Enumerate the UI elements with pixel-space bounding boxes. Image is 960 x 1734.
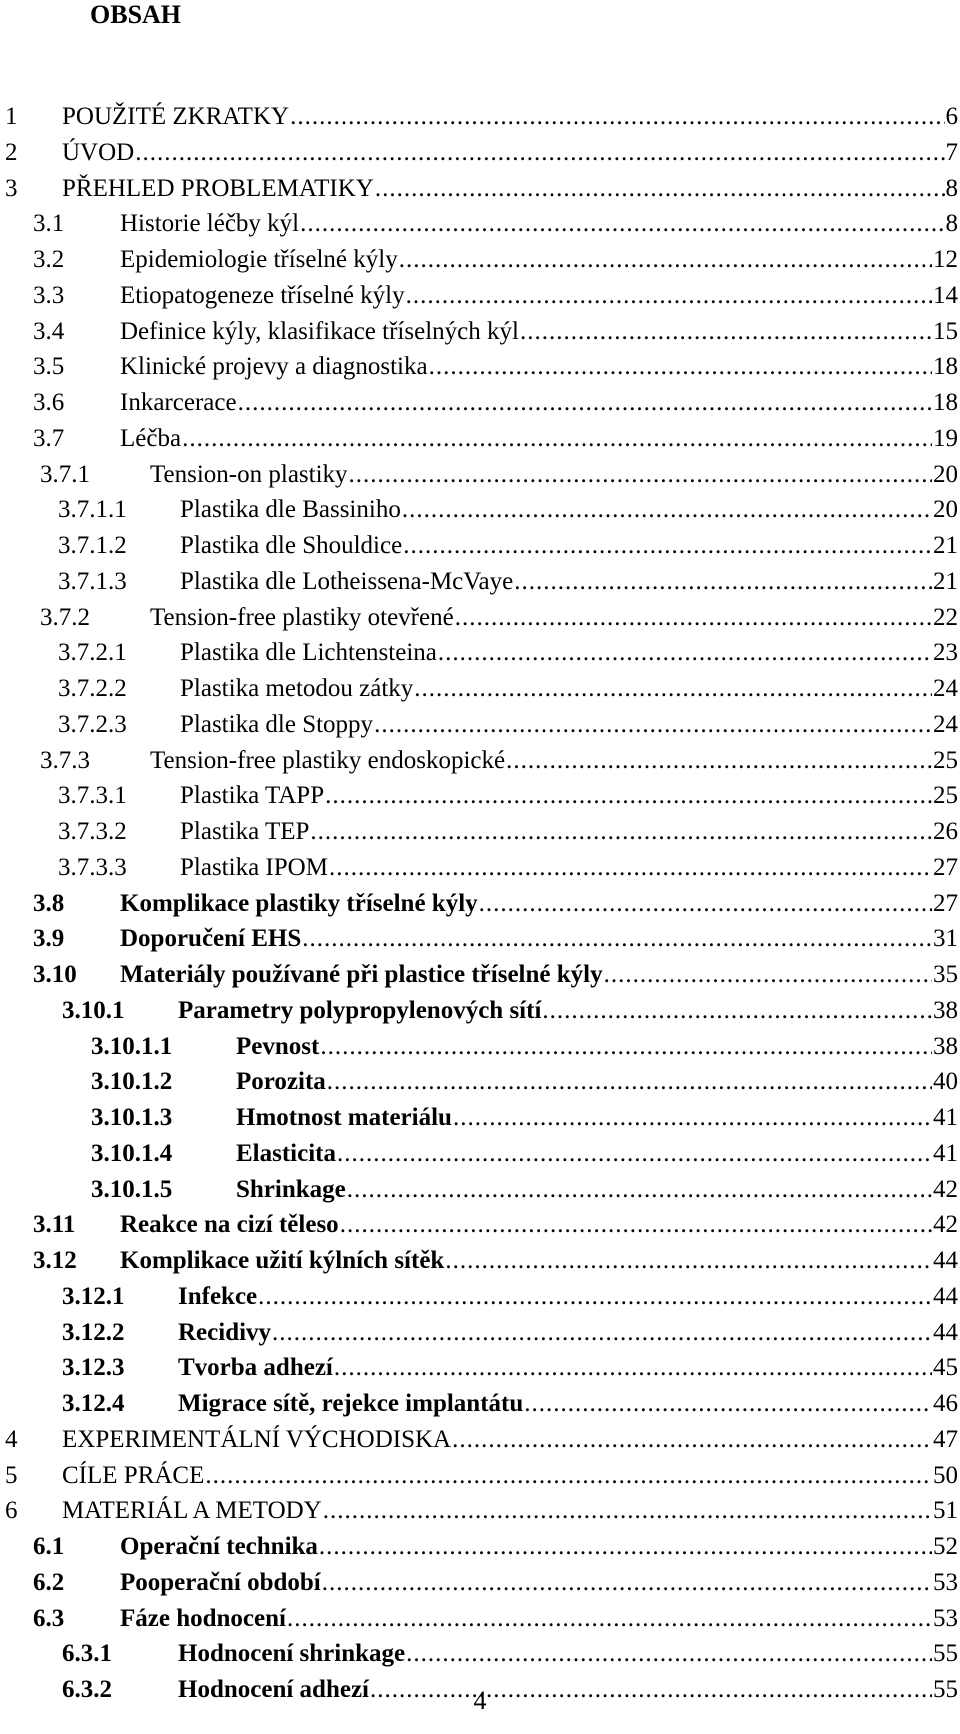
toc-entry[interactable]: [0, 349, 960, 385]
toc-entry-page: 42: [933, 1211, 958, 1239]
toc-entry-number: 3.8: [33, 889, 65, 917]
toc-entry-number: 3.7: [33, 424, 65, 452]
toc-entry[interactable]: [0, 635, 960, 671]
dot-leader: [322, 1565, 932, 1601]
toc-entry-number: 3.1: [33, 210, 65, 238]
toc-entry[interactable]: [0, 492, 960, 528]
toc-entry-body: [178, 1350, 958, 1386]
toc-entry[interactable]: [0, 1279, 960, 1315]
toc-entry-page: 20: [933, 496, 958, 524]
toc-entry-body: [180, 707, 958, 743]
dot-leader: [604, 957, 932, 993]
toc-entry-title: Tension-on plastiky: [150, 460, 348, 488]
toc-entry-number: 3.10: [33, 961, 77, 988]
toc-entry-number: 3.3: [33, 281, 65, 309]
toc-entry-number: 6: [5, 1497, 18, 1525]
toc-entry-body: [120, 385, 958, 421]
toc-entry-number: 3.7.3: [40, 746, 90, 774]
toc-entry-page: 44: [933, 1247, 958, 1274]
toc-entry-number: 6.3: [33, 1604, 65, 1632]
toc-entry[interactable]: [0, 778, 960, 814]
toc-entry[interactable]: [0, 242, 960, 278]
dot-leader: [238, 385, 932, 421]
toc-entry-title: EXPERIMENTÁLNÍ VÝCHODISKA: [62, 1425, 452, 1453]
dot-leader: [337, 1136, 932, 1172]
toc-entry-page: 47: [933, 1425, 958, 1453]
toc-entry-title: Parametry polypropylenových sítí: [178, 996, 542, 1024]
toc-entry-page: 38: [933, 1032, 958, 1060]
toc-entry-number: 3.7.2.1: [58, 639, 127, 667]
dot-leader: [445, 1243, 932, 1279]
toc-entry-body: [178, 1636, 958, 1672]
toc-entry[interactable]: [0, 1601, 960, 1637]
dot-leader: [414, 671, 932, 707]
toc-entry[interactable]: [0, 314, 960, 350]
toc-entry-body: [120, 921, 958, 957]
dot-leader: [429, 349, 932, 385]
toc-entry-page: 21: [933, 567, 958, 595]
toc-entry[interactable]: [0, 1422, 960, 1458]
toc-entry-number: 6.3.2: [62, 1676, 112, 1703]
toc-entry-body: [180, 671, 958, 707]
toc-entry-number: 3.2: [33, 246, 65, 273]
toc-entry-number: 3.12: [33, 1247, 77, 1274]
toc-entry-page: 6: [945, 103, 958, 130]
toc-entry-number: 3.12.2: [62, 1318, 125, 1346]
toc-entry-title: Shrinkage: [236, 1175, 346, 1203]
toc-entry-page: 40: [933, 1068, 958, 1096]
toc-entry-body: [62, 171, 958, 207]
toc-entry-page: 19: [933, 424, 958, 452]
toc-entry[interactable]: [0, 564, 960, 600]
dot-leader: [300, 206, 944, 242]
toc-entry-title: Plastika metodou zátky: [180, 675, 414, 702]
toc-entry-body: [178, 1315, 958, 1351]
dot-leader: [406, 1636, 932, 1672]
toc-entry-body: [236, 1100, 958, 1136]
toc-entry-body: [120, 242, 958, 278]
toc-entry-title: Tension-free plastiky otevřené: [150, 603, 454, 631]
toc-entry-title: Plastika dle Bassiniho: [180, 496, 401, 524]
toc-entry-page: 53: [933, 1604, 958, 1632]
toc-entry[interactable]: [0, 743, 960, 779]
toc-entry-body: [236, 1172, 958, 1208]
toc-entry-page: 23: [933, 639, 958, 667]
toc-entry-body: [62, 99, 958, 135]
dot-leader: [406, 278, 932, 314]
toc-entry-title: Elasticita: [236, 1139, 336, 1167]
toc-entry-page: 18: [933, 353, 958, 381]
dot-leader: [327, 1064, 932, 1100]
toc-entry-body: [178, 993, 958, 1029]
toc-entry-page: 27: [933, 889, 958, 917]
dot-leader: [375, 171, 945, 207]
toc-entry-page: 51: [933, 1497, 958, 1525]
toc-entry-number: 3.10.1.4: [91, 1139, 173, 1167]
dot-leader: [514, 564, 932, 600]
toc-entry-title: ÚVOD: [62, 138, 135, 166]
toc-entry-title: Hmotnost materiálu: [236, 1104, 452, 1131]
dot-leader: [319, 1529, 932, 1565]
toc-entry-title: POUŽITÉ ZKRATKY: [62, 103, 290, 130]
toc-entry-page: 25: [933, 746, 958, 774]
toc-entry-title: Etiopatogeneze tříselné kýly: [120, 281, 405, 309]
toc-entry-page: 46: [933, 1390, 958, 1417]
toc-entry-body: [236, 1029, 958, 1065]
toc-entry-title: Tension-free plastiky endoskopické: [150, 746, 506, 774]
toc-entry-number: 3.7.1.3: [58, 567, 127, 595]
toc-entry-number: 3: [5, 174, 18, 202]
dot-leader: [320, 1029, 932, 1065]
toc-entry[interactable]: [0, 1136, 960, 1172]
toc-entry-body: [178, 1279, 958, 1315]
table-of-contents: [0, 99, 960, 1708]
dot-leader: [182, 421, 932, 457]
toc-entry-title: Definice kýly, klasifikace tříselných kýl: [120, 317, 519, 345]
toc-entry-body: [120, 1565, 958, 1601]
dot-leader: [205, 1458, 932, 1494]
toc-entry-page: 8: [945, 210, 958, 238]
toc-entry-body: [62, 1493, 958, 1529]
dot-leader: [135, 135, 944, 171]
toc-entry-number: 4: [5, 1425, 18, 1453]
toc-entry[interactable]: [0, 1029, 960, 1065]
toc-entry-body: [180, 528, 958, 564]
toc-entry-body: [236, 1064, 958, 1100]
toc-entry-page: 53: [933, 1568, 958, 1596]
toc-entry-page: 15: [933, 317, 958, 345]
toc-entry-page: 41: [933, 1139, 958, 1167]
toc-entry-body: [120, 1601, 958, 1637]
toc-entry-body: [150, 600, 958, 636]
toc-entry[interactable]: [0, 1350, 960, 1386]
toc-entry-number: 3.10.1: [62, 996, 125, 1024]
toc-entry-body: [180, 778, 958, 814]
dot-leader: [323, 1493, 932, 1529]
toc-entry-number: 1: [5, 103, 18, 130]
toc-entry-title: Klinické projevy a diagnostika: [120, 353, 428, 381]
dot-leader: [258, 1279, 932, 1315]
toc-entry-title: Plastika IPOM: [180, 853, 328, 881]
toc-entry-body: [62, 1458, 958, 1494]
toc-entry[interactable]: [0, 528, 960, 564]
toc-entry-body: [180, 850, 958, 886]
toc-entry-title: Hodnocení adhezí: [178, 1676, 369, 1703]
toc-entry-title: Plastika TEP: [180, 818, 310, 845]
toc-entry-number: 3.12.4: [62, 1390, 125, 1417]
toc-entry-body: [150, 457, 958, 493]
toc-entry-title: Inkarcerace: [120, 389, 237, 416]
toc-entry-title: Plastika dle Stoppy: [180, 710, 374, 738]
toc-entry-title: CÍLE PRÁCE: [62, 1461, 205, 1489]
toc-entry-page: 44: [933, 1318, 958, 1346]
dot-leader: [524, 1386, 932, 1422]
toc-entry[interactable]: [0, 457, 960, 493]
toc-entry-title: Reakce na cizí těleso: [120, 1211, 339, 1239]
toc-entry-page: 41: [933, 1104, 958, 1131]
toc-entry[interactable]: [0, 385, 960, 421]
toc-entry-body: [150, 743, 958, 779]
toc-entry-title: Pevnost: [236, 1032, 320, 1060]
toc-entry-number: 6.3.1: [62, 1640, 112, 1668]
dot-leader: [340, 1207, 932, 1243]
dot-leader: [272, 1315, 932, 1351]
toc-entry[interactable]: [0, 1100, 960, 1136]
toc-entry-page: 14: [933, 281, 958, 309]
toc-entry-number: 3.5: [33, 353, 65, 381]
dot-leader: [453, 1100, 932, 1136]
toc-entry-page: 21: [933, 532, 958, 559]
toc-entry-title: Komplikace užití kýlních sítěk: [120, 1247, 445, 1274]
toc-entry-title: Doporučení EHS: [120, 925, 302, 953]
toc-entry-number: 3.7.3.2: [58, 818, 127, 845]
toc-entry-title: Operační technika: [120, 1533, 318, 1560]
toc-entry-body: [120, 1243, 958, 1279]
toc-entry-title: Migrace sítě, rejekce implantátu: [178, 1390, 524, 1417]
toc-entry-number: 3.7.3.3: [58, 853, 127, 881]
toc-entry-title: Historie léčby kýl: [120, 210, 300, 238]
dot-leader: [520, 314, 932, 350]
toc-entry[interactable]: [0, 993, 960, 1029]
toc-entry[interactable]: [0, 421, 960, 457]
toc-entry-body: [120, 886, 958, 922]
toc-entry-number: 3.7.1: [40, 460, 90, 488]
toc-entry[interactable]: [0, 957, 960, 993]
toc-entry-page: 55: [933, 1676, 958, 1703]
toc-entry[interactable]: [0, 135, 960, 171]
dot-leader: [452, 1422, 932, 1458]
toc-entry-page: 44: [933, 1282, 958, 1310]
toc-entry-title: Plastika dle Lotheissena-McVaye: [180, 567, 514, 595]
toc-entry-body: [180, 492, 958, 528]
toc-entry[interactable]: [0, 921, 960, 957]
dot-leader: [347, 1172, 932, 1208]
toc-entry-number: 3.7.1.1: [58, 496, 127, 524]
toc-entry-page: 50: [933, 1461, 958, 1489]
toc-entry[interactable]: [0, 1493, 960, 1529]
dot-leader: [302, 921, 932, 957]
dot-leader: [402, 492, 932, 528]
toc-entry-title: Recidivy: [178, 1318, 272, 1346]
toc-entry-title: Tvorba adhezí: [178, 1354, 333, 1382]
toc-entry-title: Pooperační období: [120, 1568, 321, 1596]
toc-entry-number: 3.9: [33, 925, 65, 953]
toc-entry-body: [120, 421, 958, 457]
toc-entry-number: 3.11: [33, 1211, 76, 1239]
dot-leader: [542, 993, 932, 1029]
toc-entry-body: [120, 278, 958, 314]
toc-entry-number: 3.7.2.3: [58, 710, 127, 738]
toc-entry-title: Hodnocení shrinkage: [178, 1640, 406, 1668]
toc-entry[interactable]: [0, 707, 960, 743]
toc-entry[interactable]: [0, 1529, 960, 1565]
toc-entry-number: 6.1: [33, 1533, 65, 1560]
dot-leader: [374, 707, 932, 743]
toc-entry-number: 3.12.1: [62, 1282, 125, 1310]
toc-entry[interactable]: [0, 1064, 960, 1100]
toc-entry-title: Plastika dle Shouldice: [180, 532, 403, 559]
toc-entry-number: 3.7.2: [40, 603, 90, 631]
toc-entry[interactable]: [0, 206, 960, 242]
toc-entry-body: [180, 564, 958, 600]
toc-entry[interactable]: [0, 1636, 960, 1672]
toc-entry-page: 55: [933, 1640, 958, 1668]
toc-entry-title: Materiály používané při plastice tříselné kýly: [120, 961, 603, 988]
toc-entry[interactable]: [0, 1458, 960, 1494]
toc-entry-number: 3.10.1.1: [91, 1032, 173, 1060]
dot-leader: [349, 457, 932, 493]
toc-entry-title: Plastika dle Lichtensteina: [180, 639, 437, 667]
toc-entry-number: 6.2: [33, 1568, 65, 1596]
toc-entry-title: Komplikace plastiky tříselné kýly: [120, 889, 478, 917]
toc-entry-page: 20: [933, 460, 958, 488]
toc-entry-title: Plastika TAPP: [180, 782, 325, 810]
toc-entry[interactable]: [0, 278, 960, 314]
toc-entry-number: 3.10.1.3: [91, 1104, 173, 1131]
toc-entry[interactable]: [0, 1565, 960, 1601]
dot-leader: [334, 1350, 932, 1386]
toc-entry[interactable]: [0, 1386, 960, 1422]
toc-entry-body: [178, 1386, 958, 1422]
toc-entry-body: [62, 135, 958, 171]
toc-entry-page: 7: [945, 138, 958, 166]
toc-entry-body: [236, 1136, 958, 1172]
toc-entry-number: 2: [5, 138, 18, 166]
toc-entry-page: 42: [933, 1175, 958, 1203]
toc-entry-page: 52: [933, 1533, 958, 1560]
toc-entry[interactable]: [0, 1207, 960, 1243]
toc-entry-page: 18: [933, 389, 958, 416]
toc-entry[interactable]: [0, 671, 960, 707]
toc-entry[interactable]: [0, 1243, 960, 1279]
toc-entry-title: Léčba: [120, 424, 182, 452]
toc-entry-page: 8: [945, 174, 958, 202]
toc-entry-number: 3.7.2.2: [58, 675, 127, 702]
toc-entry-page: 35: [933, 961, 958, 988]
toc-heading: OBSAH: [90, 0, 182, 29]
toc-entry-page: 31: [933, 925, 958, 953]
toc-entry-title: Porozita: [236, 1068, 326, 1096]
toc-entry-number: 5: [5, 1461, 18, 1489]
dot-leader: [325, 778, 932, 814]
toc-entry-title: Epidemiologie tříselné kýly: [120, 246, 398, 273]
toc-entry-body: [120, 206, 958, 242]
toc-entry[interactable]: [0, 1315, 960, 1351]
toc-entry-body: [120, 1207, 958, 1243]
toc-entry-page: 24: [933, 710, 958, 738]
toc-entry-number: 3.10.1.5: [91, 1175, 173, 1203]
dot-leader: [479, 886, 932, 922]
toc-entry-body: [120, 957, 958, 993]
toc-entry-body: [180, 635, 958, 671]
toc-entry-page: 38: [933, 996, 958, 1024]
toc-entry-body: [62, 1422, 958, 1458]
toc-entry-page: 27: [933, 853, 958, 881]
dot-leader: [287, 1601, 932, 1637]
toc-entry-page: 24: [933, 675, 958, 702]
toc-entry[interactable]: [0, 850, 960, 886]
toc-entry-number: 3.6: [33, 389, 65, 416]
dot-leader: [310, 814, 932, 850]
toc-entry-title: Fáze hodnocení: [120, 1604, 286, 1632]
toc-entry[interactable]: [0, 99, 960, 135]
toc-entry-number: 3.10.1.2: [91, 1068, 173, 1096]
toc-entry[interactable]: [0, 1172, 960, 1208]
dot-leader: [329, 850, 932, 886]
toc-entry[interactable]: [0, 171, 960, 207]
toc-entry-number: 3.4: [33, 317, 65, 345]
dot-leader: [399, 242, 932, 278]
toc-entry-page: 45: [933, 1354, 958, 1382]
toc-entry[interactable]: [0, 814, 960, 850]
toc-entry-number: 3.7.1.2: [58, 532, 127, 559]
toc-entry[interactable]: [0, 886, 960, 922]
toc-entry-page: 12: [933, 246, 958, 273]
toc-entry-page: 26: [933, 818, 958, 845]
dot-leader: [455, 600, 932, 636]
dot-leader: [438, 635, 932, 671]
dot-leader: [403, 528, 932, 564]
toc-entry-number: 3.7.3.1: [58, 782, 127, 810]
dot-leader: [506, 743, 932, 779]
toc-entry-number: 3.12.3: [62, 1354, 125, 1382]
toc-entry-title: PŘEHLED PROBLEMATIKY: [62, 174, 374, 202]
toc-entry-title: Infekce: [178, 1282, 258, 1310]
toc-entry-body: [120, 314, 958, 350]
toc-entry-body: [180, 814, 958, 850]
toc-entry-page: 25: [933, 782, 958, 810]
page-number: 4: [473, 1686, 487, 1715]
dot-leader: [290, 99, 944, 135]
toc-entry-body: [120, 349, 958, 385]
toc-entry-page: 22: [933, 603, 958, 631]
toc-entry[interactable]: [0, 600, 960, 636]
toc-entry-title: MATERIÁL A METODY: [62, 1497, 322, 1525]
toc-entry-body: [120, 1529, 958, 1565]
